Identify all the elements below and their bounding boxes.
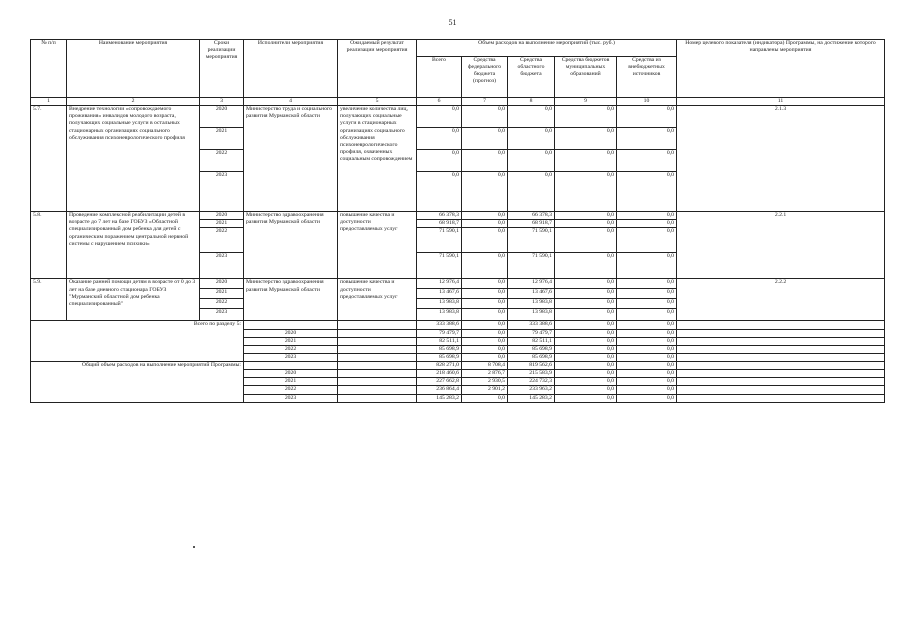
empty-cell [677,337,885,345]
total-row [31,362,885,370]
amount-cell: 0,0 [555,150,617,172]
amount-cell: 0,0 [462,321,508,329]
amount-cell: 215 583,9 [508,370,555,378]
amount-cell: 0,0 [617,370,677,378]
empty-cell [338,337,417,345]
col-num-header: № п/п [31,40,67,98]
amount-cell: 0,0 [617,309,677,321]
year-cell: 2023 [200,309,244,321]
amount-cell: 0,0 [617,362,677,370]
table-row [31,212,885,220]
amount-cell: 0,0 [617,128,677,150]
amount-cell: 0,0 [555,253,617,279]
total-label: Общий объем расходов на выполнение мероприятий Программы: [31,362,244,403]
year-cell: 2022 [200,150,244,172]
table-row [31,106,885,128]
amount-cell: 0,0 [617,172,677,212]
amount-cell: 2 930,5 [462,378,508,386]
amount-cell: 0,0 [555,345,617,353]
col-exec-header: Исполнители мероприятия [244,40,338,98]
year-cell: 2021 [200,289,244,299]
empty-cell [338,353,417,361]
amount-cell: 145 283,2 [417,394,462,402]
amount-cell: 13 983,8 [417,299,462,309]
amount-cell: 0,0 [462,337,508,345]
index-cell: 5 [338,98,417,106]
year-cell: 2023 [200,253,244,279]
total-label: Всего по разделу 5: [31,321,244,362]
index-cell: 10 [617,98,677,106]
amount-cell: 0,0 [462,172,508,212]
index-row [31,98,885,106]
amount-cell: 0,0 [417,128,462,150]
amount-cell: 79 479,7 [417,329,462,337]
amount-cell: 0,0 [617,321,677,329]
year-cell: 2020 [200,212,244,220]
amount-cell: 0,0 [617,299,677,309]
empty-cell [338,370,417,378]
amount-cell: 0,0 [617,220,677,228]
amount-cell: 2 901,2 [462,386,508,394]
col-term-header: Сроки реализации мероприятия [200,40,244,98]
year-cell: 2022 [244,345,338,353]
amount-cell: 13 983,8 [417,309,462,321]
amount-cell: 85 698,9 [417,353,462,361]
measure-name: Проведение комплексной реабилитации детей в возрасте до 7 лет на базе ГОБУЗ «Областной специализированный дом ребенка для детей с органическим поражением центральной нервной системы с нарушением психики» [67,212,200,279]
amount-cell: 71 590,1 [508,253,555,279]
year-cell: 2023 [244,394,338,402]
indicator-number: 2.1.3 [677,106,885,212]
index-cell: 1 [31,98,67,106]
amount-cell: 224 732,3 [508,378,555,386]
amount-cell: 0,0 [617,289,677,299]
indicator-number: 2.2.2 [677,279,885,321]
amount-cell: 0,0 [462,353,508,361]
amount-cell: 227 662,8 [417,378,462,386]
amount-cell: 13 467,6 [417,289,462,299]
index-cell: 6 [417,98,462,106]
amount-cell: 0,0 [462,289,508,299]
amount-cell: 0,0 [417,150,462,172]
amount-cell: 0,0 [555,353,617,361]
empty-cell [677,329,885,337]
index-cell: 2 [67,98,200,106]
stray-dot [193,546,195,548]
col-extra-header: Средства из внебюджетных источников [617,57,677,98]
amount-cell: 333 388,6 [508,321,555,329]
program-measures-table [30,39,885,403]
amount-cell: 0,0 [555,329,617,337]
year-cell: 2022 [244,386,338,394]
amount-cell: 0,0 [462,150,508,172]
year-cell: 2020 [200,279,244,289]
amount-cell: 0,0 [617,337,677,345]
amount-cell: 0,0 [462,329,508,337]
empty-cell [338,329,417,337]
amount-cell: 85 698,9 [508,345,555,353]
empty-cell [338,386,417,394]
amount-cell: 0,0 [617,345,677,353]
amount-cell: 0,0 [555,321,617,329]
amount-cell: 0,0 [462,299,508,309]
amount-cell: 71 590,1 [508,228,555,253]
amount-cell: 0,0 [555,289,617,299]
amount-cell: 236 864,4 [417,386,462,394]
measure-result: повышение качества и доступности предоставляемых услуг [338,279,417,321]
year-cell: 2021 [244,337,338,345]
amount-cell: 0,0 [617,228,677,253]
year-cell: 2021 [200,128,244,150]
year-cell: 2020 [200,106,244,128]
empty-cell [677,353,885,361]
amount-cell: 0,0 [617,394,677,402]
amount-cell: 71 590,1 [417,253,462,279]
amount-cell: 0,0 [462,253,508,279]
year-cell: 2022 [200,299,244,309]
amount-cell: 12 976,4 [417,279,462,289]
year-cell: 2023 [244,353,338,361]
col-total-header: Всего [417,57,462,98]
col-volume-header: Объем расходов на выполнение мероприятий (тыс. руб.) [417,40,677,57]
measure-result: повышение качества и доступности предоставляемых услуг [338,212,417,279]
index-cell: 8 [508,98,555,106]
amount-cell: 0,0 [462,345,508,353]
empty-cell [677,394,885,402]
amount-cell: 0,0 [462,228,508,253]
amount-cell: 0,0 [555,228,617,253]
table-row [31,279,885,289]
amount-cell: 0,0 [462,279,508,289]
amount-cell: 0,0 [462,394,508,402]
amount-cell: 82 511,1 [417,337,462,345]
measure-number: 5.7. [31,106,67,212]
amount-cell: 0,0 [617,253,677,279]
amount-cell: 0,0 [555,299,617,309]
amount-cell: 0,0 [555,309,617,321]
empty-cell [677,362,885,370]
measure-number: 5.9. [31,279,67,321]
amount-cell: 12 976,4 [508,279,555,289]
amount-cell: 0,0 [555,370,617,378]
empty-cell [677,370,885,378]
amount-cell: 0,0 [417,172,462,212]
amount-cell: 0,0 [508,172,555,212]
measure-name: Оказание ранней помощи детям в возрасте от 0 до 3 лет на базе дневного стационара ГОБУЗ "Мурманский областной дом ребенка специализированный" [67,279,200,321]
amount-cell: 71 590,1 [417,228,462,253]
index-cell: 7 [462,98,508,106]
empty-cell [338,362,417,370]
measure-executor: Министерство здравоохранения развития Мурманской области [244,212,338,279]
year-cell: 2023 [200,172,244,212]
amount-cell: 218 460,6 [417,370,462,378]
empty-cell [338,345,417,353]
amount-cell: 85 698,9 [417,345,462,353]
amount-cell: 0,0 [555,106,617,128]
empty-cell [677,321,885,329]
amount-cell: 0,0 [555,378,617,386]
amount-cell: 233 963,2 [508,386,555,394]
empty-cell [677,386,885,394]
amount-cell: 0,0 [555,279,617,289]
amount-cell: 13 983,8 [508,309,555,321]
year-cell: 2021 [244,378,338,386]
amount-cell: 0,0 [555,362,617,370]
amount-cell: 13 983,8 [508,299,555,309]
col-indicator-header: Номер целевого показателя (индикатора) Программы, на достижение которого направлены мероприятия [677,40,885,98]
amount-cell: 0,0 [555,386,617,394]
amount-cell: 0,0 [555,337,617,345]
amount-cell: 0,0 [617,279,677,289]
amount-cell: 828 271,0 [417,362,462,370]
amount-cell: 0,0 [462,128,508,150]
col-reg-header: Средства областного бюджета [508,57,555,98]
amount-cell: 0,0 [555,212,617,220]
amount-cell: 0,0 [617,106,677,128]
amount-cell: 0,0 [555,172,617,212]
amount-cell: 0,0 [617,353,677,361]
empty-cell [677,378,885,386]
measure-result: увеличение количества лиц, получающих социальные услуги в стационарных организациях социального обслуживания психоневрологического профиля, охваченных социальным сопровождением [338,106,417,212]
amount-cell: 0,0 [555,220,617,228]
year-cell: 2021 [200,220,244,228]
indicator-number: 2.2.1 [677,212,885,279]
measure-executor: Министерство труда и социального развития Мурманской области [244,106,338,212]
year-cell: 2022 [200,228,244,253]
amount-cell: 0,0 [417,106,462,128]
amount-cell: 0,0 [508,106,555,128]
amount-cell: 819 562,6 [508,362,555,370]
index-cell: 4 [244,98,338,106]
amount-cell: 0,0 [617,329,677,337]
empty-cell [338,378,417,386]
year-cell: 2020 [244,329,338,337]
amount-cell: 0,0 [617,386,677,394]
amount-cell: 68 918,7 [508,220,555,228]
amount-cell: 333 388,6 [417,321,462,329]
measure-name: Внедрение технологии «сопровождаемого проживания» инвалидов молодого возраста, получающих социальные услуги в остальных стационарных организациях социального обслуживания психоневрологического профиля [67,106,200,212]
amount-cell: 0,0 [617,212,677,220]
amount-cell: 0,0 [617,378,677,386]
col-result-header: Ожидаемый результат реализации мероприятия [338,40,417,98]
amount-cell: 79 479,7 [508,329,555,337]
amount-cell: 0,0 [508,128,555,150]
measure-number: 5.8. [31,212,67,279]
year-cell: 2020 [244,370,338,378]
amount-cell: 0,0 [508,150,555,172]
amount-cell: 66 378,3 [508,212,555,220]
page-number: 51 [448,18,457,27]
index-cell: 9 [555,98,617,106]
empty-cell [244,321,338,329]
amount-cell: 66 378,3 [417,212,462,220]
amount-cell: 0,0 [555,394,617,402]
total-row [31,321,885,329]
amount-cell: 0,0 [617,150,677,172]
amount-cell: 2 876,7 [462,370,508,378]
amount-cell: 0,0 [462,220,508,228]
amount-cell: 145 283,2 [508,394,555,402]
amount-cell: 68 918,7 [417,220,462,228]
amount-cell: 0,0 [462,309,508,321]
amount-cell: 82 511,1 [508,337,555,345]
amount-cell: 13 467,6 [508,289,555,299]
empty-cell [244,362,338,370]
header-row [31,40,885,57]
empty-cell [338,394,417,402]
amount-cell: 0,0 [555,128,617,150]
empty-cell [338,321,417,329]
empty-cell [677,345,885,353]
col-fed-header: Средства федерального бюджета (прогноз) [462,57,508,98]
amount-cell: 0,0 [462,212,508,220]
index-cell: 3 [200,98,244,106]
amount-cell: 0,0 [462,106,508,128]
amount-cell: 85 698,9 [508,353,555,361]
table-body [31,98,885,403]
col-name-header: Наименование мероприятия [67,40,200,98]
measure-executor: Министерство здравоохранения развития Мурманской области [244,279,338,321]
index-cell: 11 [677,98,885,106]
amount-cell: 8 708,4 [462,362,508,370]
col-mun-header: Средства бюджетов муниципальных образований [555,57,617,98]
